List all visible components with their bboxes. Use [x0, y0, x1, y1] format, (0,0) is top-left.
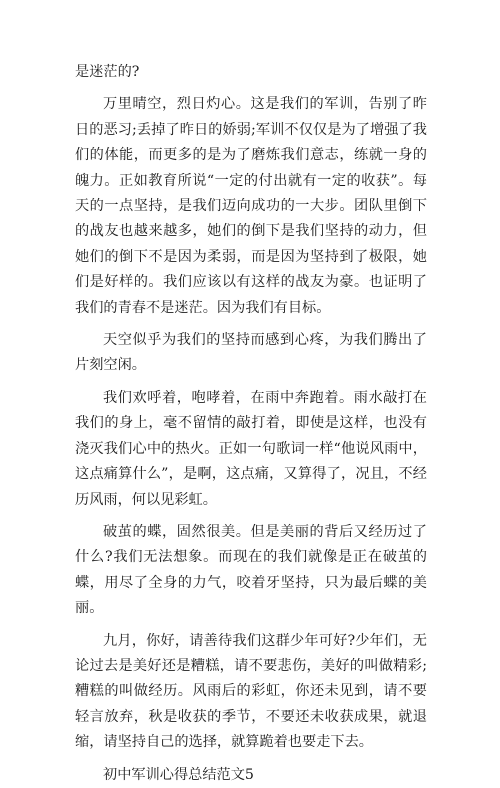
paragraph-butterfly: 破茧的蝶，固然很美。但是美丽的背后又经历过了什么?我们无法想象。而现在的我们就像是正在破茧的蝶，用尽了全身的力气，咬着牙坚持，只为最后蝶的美丽。	[75, 523, 427, 617]
document-body	[75, 60, 427, 788]
paragraph-sky: 天空似乎为我们的坚持而感到心疼，为我们腾出了片刻空闲。	[75, 332, 427, 374]
section-heading: 初中军训心得总结范文5	[103, 766, 254, 783]
paragraph-rain: 我们欢呼着，咆哮着，在雨中奔跑着。雨水敲打在我们的身上，毫不留情的敲打着，即使是这样，也没有浇灭我们心中的热火。正如一句歌词一样“他说风雨中，这点痛算什么”，是啊，这点痛，又算得了，况且，不经历风雨，何以见彩虹。	[75, 389, 427, 508]
paragraph-military-training: 万里晴空，烈日灼心。这是我们的军训，告别了昨日的恶习;丢掉了昨日的娇弱;军训不仅仅是为了增强了我们的体能，而更多的是为了磨炼我们意志，练就一身的魄力。正如教育所说“一定的付出就有一定的收获”。每天的一点坚持，是我们迈向成功的一大步。团队里倒下的战友也越来越多，她们的倒下是我们坚持的动力，但她们的倒下不是因为柔弱，而是因为坚持到了极限，她们是好样的。我们应该以有这样的战友为豪。也证明了我们的青春不是迷茫。因为我们有目标。	[75, 96, 427, 316]
paragraph-continuation: 是迷茫的?	[75, 64, 140, 80]
paragraph-september: 九月，你好，请善待我们这群少年可好?少年们，无论过去是美好还是糟糕，请不要悲伤，美好的叫做精彩;糟糕的叫做经历。风雨后的彩虹，你还未见到，请不要轻言放弃，秋是收获的季节，不要还未收获成果，就退缩，请坚持自己的选择，就算跪着也要走下去。	[75, 632, 427, 751]
